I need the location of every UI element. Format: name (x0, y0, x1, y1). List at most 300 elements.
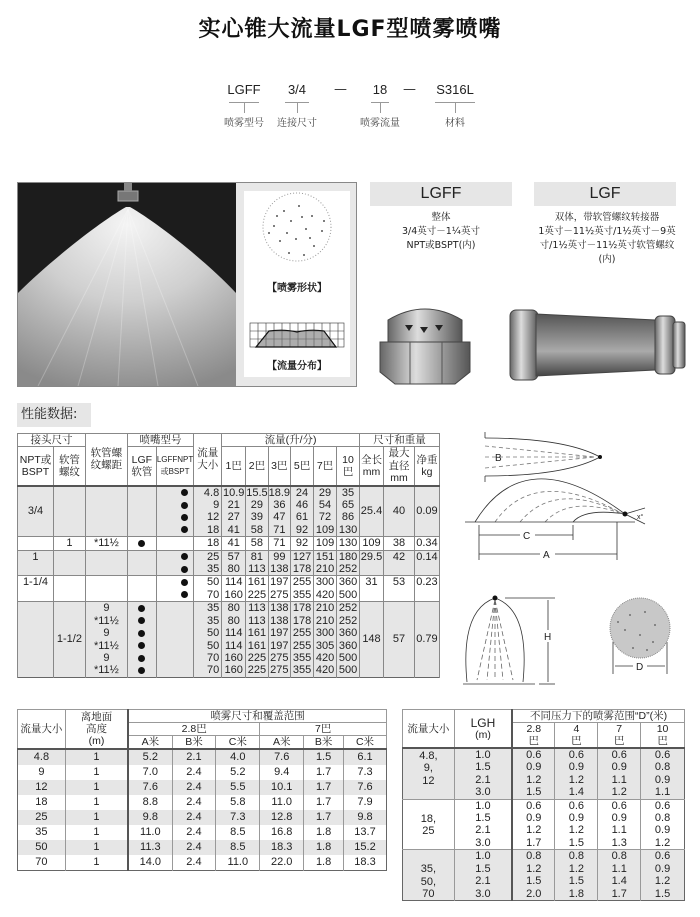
cell-value: 1.2 (598, 786, 641, 799)
bullet-icon (138, 540, 145, 547)
cell-size: 18 (194, 537, 222, 550)
header-pressure-5: 5巴 (291, 447, 314, 486)
table-row (18, 550, 440, 563)
cell-size: 35 (194, 563, 222, 576)
cell-flow: 71 (268, 524, 290, 537)
diagram-label-c: C (523, 531, 531, 542)
capacity-size (403, 851, 454, 863)
cell-value: 1.7 (512, 837, 555, 850)
cell-npt: 1 (18, 550, 54, 576)
header-dims-weight: 尺寸和重量 (360, 434, 440, 447)
cell-value: 0.8 (598, 850, 641, 863)
cell-value: 0.6 (598, 748, 641, 761)
cell-lgff (156, 486, 193, 499)
cell-flow: 197 (268, 576, 290, 589)
cell-value: 7.6 (344, 780, 387, 795)
cell-flow: 355 (291, 652, 314, 664)
cov-header-p1: 2.8巴 (128, 723, 260, 736)
spray-cone-image (18, 183, 236, 386)
cell-value: 14.0 (128, 855, 172, 871)
cell-max-dia: 42 (383, 550, 414, 576)
table-row (18, 486, 440, 499)
cov-col: B米 (172, 736, 216, 750)
cell-flow: 197 (268, 627, 290, 639)
cell-lgff (156, 511, 193, 523)
cell-value: 9.8 (344, 810, 387, 825)
cell-value: 1.2 (555, 863, 598, 876)
table-row (18, 765, 387, 780)
cell-value: 1.1 (598, 824, 641, 836)
code-tick (455, 103, 456, 113)
spray-d-table (402, 709, 685, 901)
bullet-icon (138, 655, 145, 662)
d-header-lgh (454, 710, 512, 749)
cell-value: 1.5 (641, 888, 685, 901)
code-label: 材料 (445, 118, 465, 129)
cell-size: 12 (18, 780, 66, 795)
header-npt-bspt: NPT或BSPT (18, 447, 54, 486)
cell-flow: 178 (291, 615, 314, 627)
cell-value: 1.2 (555, 824, 598, 836)
cell-pitch (85, 550, 127, 563)
bullet-icon (181, 526, 188, 533)
cell-value: 0.9 (641, 863, 685, 876)
cell-flow: 113 (246, 615, 268, 627)
cell-flow: 252 (337, 602, 360, 615)
capacity-size: 25 (422, 825, 435, 838)
cell-size: 35 (35, 826, 48, 838)
model-heading-lgf: LGF (534, 182, 676, 206)
cell-size: 12 (194, 511, 222, 523)
cell-size: 9 (194, 499, 222, 511)
d-header-pressure: 4 巴 (555, 723, 598, 749)
cell-value: 0.9 (598, 812, 641, 824)
cell-flow: 420 (314, 664, 337, 677)
cell-value: 0.8 (512, 850, 555, 863)
cell-flow: 420 (314, 652, 337, 664)
bullet-icon (181, 514, 188, 521)
cell-value: 0.6 (641, 850, 685, 863)
header-capacity-size: 流量大小 (194, 434, 222, 486)
cell-size: 35 (194, 615, 222, 627)
bullet-icon (181, 502, 188, 509)
bullet-icon (181, 579, 188, 586)
table-row (18, 795, 387, 810)
cell-pitch: 9 (85, 652, 127, 664)
cell-hose (53, 550, 85, 576)
cell-value: 2.4 (172, 795, 216, 810)
cell-value: 18.3 (344, 855, 387, 871)
cell-flow: 114 (222, 627, 246, 639)
cell-value: 22.0 (260, 855, 304, 871)
cell-max-dia: 53 (383, 576, 414, 602)
code-label: 喷雾流量 (360, 118, 400, 129)
code-label: 连接尺寸 (277, 118, 317, 129)
cell-hose: 1-1/2 (53, 602, 85, 677)
cell-pitch: 9 (85, 627, 127, 639)
cell-value: 0.9 (512, 812, 555, 824)
cell-lgf (127, 499, 156, 511)
cell-npt (18, 602, 54, 677)
cell-pitch (85, 499, 127, 511)
cell-size: 70 (35, 856, 48, 868)
cell-value: 0.9 (641, 824, 685, 836)
cell-value: 11.3 (128, 840, 172, 855)
cell-size: 35 (194, 602, 222, 615)
cell-value: 2.4 (172, 855, 216, 871)
cell-value: 5.2 (128, 749, 172, 765)
cell-size: 50 (18, 840, 66, 855)
cell-flow: 58 (246, 537, 268, 550)
cell-height: 1 (65, 825, 128, 840)
cell-lgf (127, 602, 156, 615)
cell-value: 8.5 (216, 840, 260, 855)
cell-flow: 41 (222, 537, 246, 550)
cell-value: 2.4 (172, 825, 216, 840)
cell-weight: 0.09 (414, 486, 439, 537)
lgff-nozzle-image (380, 309, 470, 384)
cell-flow: 18.9 (268, 486, 291, 499)
cov-header-height (65, 710, 128, 750)
cell-pitch (85, 589, 127, 602)
cell-flow: 92 (291, 537, 314, 550)
d-header-capacity: 流量大小 (403, 710, 455, 749)
cell-lgff (156, 627, 193, 639)
cell-value: 8.5 (216, 825, 260, 840)
cell-lgh: 3.0 (454, 888, 512, 901)
cell-value: 1.8 (304, 855, 344, 871)
cell-flow: 57 (222, 550, 246, 563)
cell-flow: 252 (337, 563, 360, 576)
cell-pitch: *11½ (85, 640, 127, 652)
cell-flow: 24 (291, 486, 314, 499)
cell-lgh: 1.0 (454, 799, 512, 812)
desc-line: 3/4英寸－1¼英寸 (401, 226, 481, 237)
capacity-size: 18, (420, 812, 437, 825)
cell-value: 2.4 (172, 810, 216, 825)
cell-pitch: *11½ (85, 615, 127, 627)
bullet-icon (181, 489, 188, 496)
cell-value: 0.6 (512, 748, 555, 761)
cell-value: 0.8 (641, 761, 685, 773)
coverage-table (17, 709, 387, 871)
cell-max-dia: 38 (383, 537, 414, 550)
code-value: S316L (436, 82, 474, 97)
cell-size: 25 (194, 550, 222, 563)
cell-height: 1 (65, 840, 128, 855)
cell-value: 1.5 (555, 837, 598, 850)
cell-flow: 360 (337, 640, 360, 652)
header-nozzle-type: 喷嘴型号 (127, 434, 193, 447)
cell-flow: 178 (291, 563, 314, 576)
code-tick (244, 103, 245, 113)
model-desc-lgff (370, 211, 512, 253)
cell-flow: 360 (337, 627, 360, 639)
diagram-label-h: H (544, 632, 552, 643)
pattern-info-box (244, 191, 350, 377)
cell-hose: 1 (53, 537, 85, 550)
cell-value: 12.8 (260, 810, 304, 825)
cell-flow: 39 (246, 511, 268, 523)
cell-flow: 10.9 (223, 486, 245, 499)
cell-hose (53, 486, 85, 537)
cell-flow: 109 (314, 537, 337, 550)
cell-flow: 420 (314, 589, 337, 602)
cell-size: 9 (38, 766, 45, 778)
desc-line: 寸/1½英寸－11½英寸软管螺纹 (539, 240, 675, 251)
cell-flow: 47 (268, 511, 290, 523)
code-part-size (274, 82, 320, 129)
cell-value: 7.9 (344, 795, 387, 810)
capacity-size: 50, (420, 875, 437, 888)
cell-flow: 138 (268, 563, 290, 576)
cell-lgff (156, 524, 193, 537)
performance-table (17, 433, 440, 678)
cell-weight: 0.23 (414, 576, 439, 602)
cell-flow: 80 (222, 615, 246, 627)
cell-flow: 500 (337, 652, 360, 664)
header-flow: 流量(升/分) (222, 434, 360, 447)
cell-pitch (85, 524, 127, 537)
cell-size: 70 (194, 652, 222, 664)
cell-flow: 81 (246, 550, 268, 563)
header-connection: 接头尺寸 (18, 434, 86, 447)
cell-flow: 114 (222, 576, 246, 589)
cov-header-group: 喷雾尺寸和覆盖范围 (128, 710, 386, 723)
cov-header-capacity: 流量大小 (18, 710, 66, 750)
cell-value: 1.5 (555, 875, 598, 888)
desc-line: NPT或BSPT(内) (406, 240, 476, 251)
code-part-flow (358, 82, 402, 129)
d-header-lgh-unit: (m) (475, 728, 491, 741)
cell-value: 18.3 (260, 840, 304, 855)
cell-value: 7.3 (344, 765, 387, 780)
cell-value: 2.4 (172, 765, 216, 780)
cell-lgf (127, 563, 156, 576)
cell-flow: 92 (291, 524, 314, 537)
cell-value: 1.4 (598, 875, 641, 888)
cell-lgf (127, 664, 156, 677)
cell-value: 0.6 (641, 748, 685, 761)
product-images (370, 290, 690, 390)
height-coverage-diagram (455, 590, 685, 690)
table-row (403, 850, 685, 863)
cell-value: 0.6 (641, 799, 685, 812)
d-header-group: 不同压力下的喷雾范围“D”(米) (512, 710, 684, 723)
code-separator: — (334, 82, 347, 97)
cell-size: 50 (194, 640, 222, 652)
cell-size: 18 (35, 796, 48, 808)
cell-value: 1.2 (555, 774, 598, 786)
cell-height: 1 (65, 765, 128, 780)
cell-value: 9.4 (260, 765, 304, 780)
cell-lgh: 1.5 (454, 863, 512, 876)
model-desc-lgf (528, 211, 686, 267)
cell-lgh: 1.5 (454, 761, 512, 773)
cell-value: 7.6 (260, 749, 304, 765)
capacity-size: 4.8, (419, 750, 438, 762)
cell-npt: 1-1/4 (18, 576, 54, 602)
cell-capacity-group (403, 748, 455, 799)
cell-flow: 161 (246, 576, 268, 589)
cell-flow: 130 (337, 537, 360, 550)
cell-flow: 54 (314, 499, 337, 511)
cov-col: B米 (304, 736, 344, 750)
cell-height: 1 (65, 855, 128, 871)
throw-distance-diagram (455, 430, 685, 575)
cell-size: 4.8 (18, 749, 66, 765)
code-tick (297, 103, 298, 113)
cell-value: 1.8 (555, 888, 598, 901)
cell-value: 1.2 (641, 837, 685, 850)
cell-weight: 0.79 (414, 602, 439, 677)
cov-header-p2: 7巴 (260, 723, 387, 736)
cell-value: 0.9 (555, 761, 598, 773)
cell-value: 0.9 (555, 812, 598, 824)
cell-lgf (127, 486, 156, 499)
cell-flow: 178 (291, 602, 314, 615)
bullet-icon (138, 617, 145, 624)
cell-lgff (156, 602, 193, 615)
cell-value: 1.2 (512, 824, 555, 836)
cell-lgf (127, 615, 156, 627)
cell-value: 1.7 (304, 765, 344, 780)
cov-col: C米 (216, 736, 260, 750)
cell-lgh: 2.1 (454, 824, 512, 836)
table-row (18, 840, 387, 855)
cell-flow: 15.5 (246, 486, 268, 499)
cov-header-height-line: 高度 (85, 723, 107, 735)
cell-value: 10.1 (260, 780, 304, 795)
table-row (18, 780, 387, 795)
capacity-size (403, 801, 454, 813)
flow-distribution-label: 【流量分布】 (267, 361, 327, 372)
header-pressure-2: 2巴 (246, 447, 268, 486)
cell-size: 50 (194, 627, 222, 639)
cell-value: 7.3 (216, 810, 260, 825)
table-row (403, 799, 685, 812)
cell-lgff (156, 576, 193, 589)
cov-col: A米 (260, 736, 304, 750)
cell-flow: 80 (222, 602, 246, 615)
cell-flow: 161 (246, 627, 268, 639)
diagram-label-b: B (495, 453, 502, 464)
cell-lgff (156, 550, 193, 563)
cell-flow: 255 (291, 627, 314, 639)
cell-size: 25 (18, 810, 66, 825)
cell-flow: 61 (291, 511, 314, 523)
bullet-icon (181, 591, 188, 598)
code-value: 18 (372, 82, 388, 97)
cell-flow: 160 (222, 664, 246, 677)
cell-value: 1.1 (641, 786, 685, 799)
coverage-table-body (18, 749, 387, 871)
cell-size: 4.8 (194, 486, 222, 499)
spray-photo (18, 183, 236, 386)
header-max-dia: 最大直径mm (383, 447, 414, 486)
cell-flow: 225 (246, 664, 268, 677)
cell-flow: 355 (291, 664, 314, 677)
cell-lgf (127, 576, 156, 589)
cell-length: 25.4 (360, 486, 384, 537)
cell-value: 5.8 (216, 795, 260, 810)
cell-pitch (85, 511, 127, 523)
cell-flow: 29 (246, 499, 268, 511)
cell-lgff (156, 615, 193, 627)
cell-size: 70 (194, 664, 222, 677)
cell-lgf (127, 511, 156, 523)
cell-flow: 41 (222, 524, 246, 537)
cell-length: 148 (360, 602, 384, 677)
cell-length: 29.5 (360, 550, 384, 576)
cell-value: 1.2 (512, 774, 555, 786)
cell-value: 6.1 (344, 749, 387, 765)
cell-weight: 0.14 (414, 550, 439, 576)
performance-table-body (18, 486, 440, 678)
cell-value: 1.5 (304, 749, 344, 765)
cell-lgf (127, 627, 156, 639)
table-row (18, 537, 440, 550)
cell-lgf (127, 652, 156, 664)
table-row (18, 749, 387, 765)
cell-flow: 275 (268, 589, 290, 602)
cell-value: 9.8 (128, 810, 172, 825)
cell-pitch: *11½ (85, 664, 127, 677)
cell-flow: 305 (314, 640, 337, 652)
cell-value: 11.0 (216, 855, 260, 871)
d-header-lgh-label: LGH (470, 715, 496, 730)
diagram-label-a: A (543, 550, 550, 561)
cell-flow: 99 (268, 550, 290, 563)
cell-value: 0.8 (555, 850, 598, 863)
cell-size: 70 (194, 589, 222, 602)
code-value: 3/4 (287, 82, 307, 97)
cell-lgf (127, 640, 156, 652)
cell-value: 5.2 (216, 765, 260, 780)
cell-npt: 3/4 (18, 486, 54, 537)
cell-flow: 210 (314, 563, 337, 576)
cell-value: 1.2 (512, 863, 555, 876)
header-pressure-1: 1巴 (222, 447, 246, 486)
cell-lgff (156, 499, 193, 511)
desc-line: 1英寸－11½英寸/1½英寸－9英 (538, 226, 676, 237)
cell-lgh: 2.1 (454, 875, 512, 888)
cell-value: 7.6 (128, 780, 172, 795)
bullet-icon (138, 642, 145, 649)
cell-lgf (127, 537, 156, 550)
cell-length: 31 (360, 576, 384, 602)
cell-flow: 160 (222, 589, 246, 602)
cell-flow: 130 (337, 524, 360, 537)
cell-height: 1 (65, 810, 128, 825)
cell-capacity-group (403, 850, 455, 901)
cell-value: 1.7 (304, 795, 344, 810)
cell-value: 5.5 (216, 780, 260, 795)
header-length: 全长mm (360, 447, 384, 486)
cell-value: 15.2 (344, 840, 387, 855)
cell-flow: 500 (337, 664, 360, 677)
cell-lgff (156, 563, 193, 576)
code-part-material (430, 82, 480, 129)
table-row (18, 810, 387, 825)
cell-flow: 46 (291, 499, 314, 511)
cell-value: 2.1 (172, 749, 216, 765)
capacity-size: 35, (420, 863, 437, 876)
bullet-icon (181, 566, 188, 573)
cell-value: 1.7 (598, 888, 641, 901)
cell-flow: 114 (222, 640, 246, 652)
code-value: LGFF (227, 82, 261, 97)
